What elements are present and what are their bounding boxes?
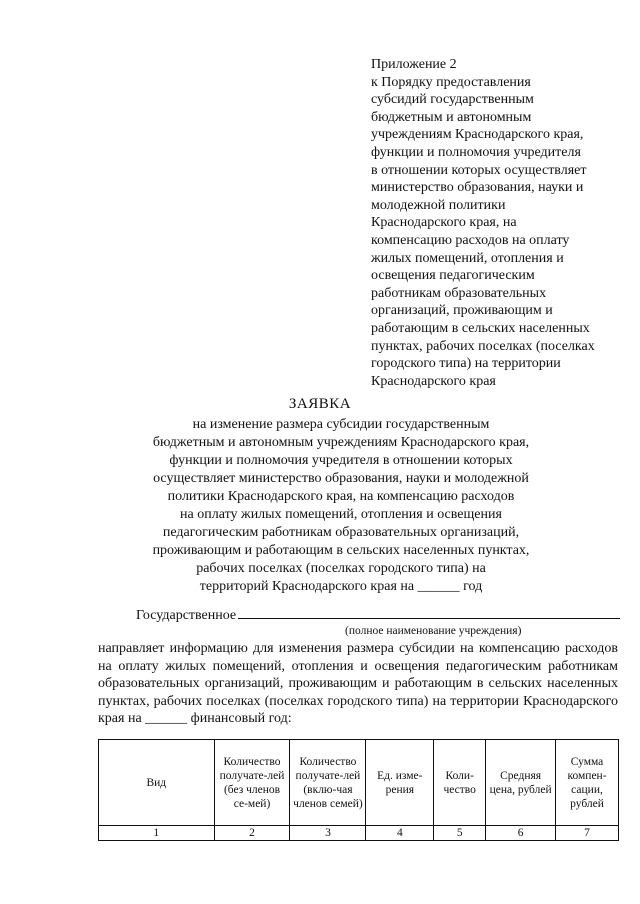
header-average-price: Средняя цена, рублей <box>486 740 556 826</box>
data-table <box>98 739 619 841</box>
document-subtitle: на изменение размера субсидии государственным бюджетным и автономным учреждениям Краснодарского края, функции и полномочия учредителя в отношении которых осуществляет министерство образования, науки и молодежной политики Краснодарского края, на компенсацию расходов на оплату жилых помещений, отопления и освещения педагогическим работникам образовательных организаций, проживающим и работающим в сельских населенных пунктах, рабочих поселках (поселках городского типа) на территорий Краснодарского края на ______ год <box>152 417 530 594</box>
header-quantity: Коли-чество <box>434 740 486 826</box>
appendix-header: Приложение 2 к Порядку предоставления субсидий государственным бюджетным и автономным учреждениям Краснодарского края, функции и полномочия учредителя в отношении которых осуществляет министерство образования, науки и молодежной политики Краснодарского края, на компенсацию расходов на оплату жилых помещений, отопления и освещения педагогическим работникам образовательных организаций, проживающим и работающим в сельских населенных пунктах, рабочих поселках (поселках городского типа) на территории Краснодарского края <box>371 57 595 389</box>
column-number: 5 <box>434 826 486 841</box>
column-number: 7 <box>556 826 619 841</box>
organization-caption: (полное наименование учреждения) <box>345 625 522 637</box>
document-title: ЗАЯВКА <box>288 396 352 412</box>
column-number: 3 <box>290 826 366 841</box>
column-number: 2 <box>214 826 290 841</box>
column-number: 6 <box>486 826 556 841</box>
organization-label: Государственное <box>136 608 237 623</box>
organization-blank <box>238 604 620 619</box>
organization-line <box>136 604 620 624</box>
header-recipients-without-family: Количество получате-лей (без членов се-мей) <box>214 740 290 826</box>
header-compensation-sum: Сумма компен-сации, рублей <box>556 740 619 826</box>
table-number-row <box>99 826 619 841</box>
body-paragraph: направляет информацию для изменения размера субсидии на компенсацию расходов на оплату жилых помещений, отопления и освещения педагогическим работникам образовательных организаций, проживающим и работающим в сельских населенных пунктах, рабочих поселках (поселках городского типа) на территории Краснодарского края на ______ финансовый год: <box>98 641 618 726</box>
header-unit: Ед. изме-рения <box>366 740 434 826</box>
table-header-row <box>99 740 619 826</box>
column-number: 4 <box>366 826 434 841</box>
header-type: Вид <box>99 740 215 826</box>
column-number: 1 <box>99 826 215 841</box>
header-recipients-with-family: Количество получате-лей (вклю-чая членов семей) <box>290 740 366 826</box>
